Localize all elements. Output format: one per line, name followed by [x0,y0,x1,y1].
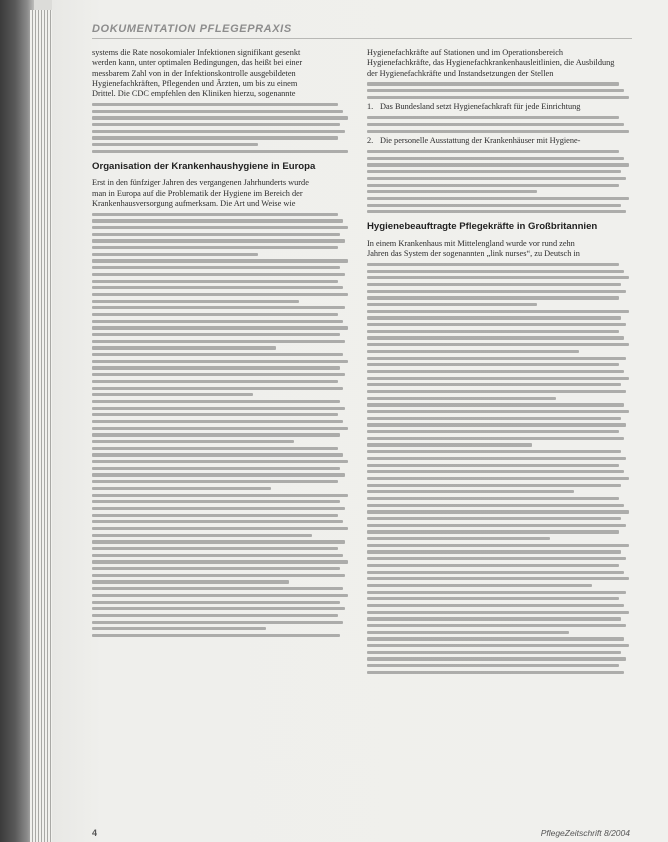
text-placeholder-line [367,116,619,119]
text-placeholder-line [92,480,338,483]
text-placeholder-line [367,197,629,200]
text-placeholder-line [367,343,629,346]
text-placeholder-line [367,357,626,360]
text-placeholder-line [367,604,624,607]
text-placeholder-line [367,303,537,306]
body-filler [92,213,348,638]
text-line: werden kann, unter optimalen Bedingungen, das heißt bei einer [92,58,303,68]
text-placeholder-line [92,587,343,590]
text-placeholder-line [367,390,626,393]
text-placeholder-line [92,300,299,303]
text-placeholder-line [92,286,343,289]
section-heading: Hygienebeauftragte Pflegekräfte in Großbritannien [367,221,598,233]
text-placeholder-line [367,270,624,273]
text-placeholder-line [92,123,340,126]
text-placeholder-line [92,440,294,443]
text-placeholder-line [367,123,624,126]
text-placeholder-line [367,296,619,299]
text-placeholder-line [367,336,624,339]
text-line: systems die Rate nosokomialer Infektionen signifikant gesenkt [92,48,301,57]
text-placeholder-line [92,527,348,530]
text-placeholder-line [92,594,348,597]
text-placeholder-line [92,453,343,456]
text-placeholder-line [92,239,345,242]
text-line: Jahren das System der sogenannten „link nurses“, zu Deutsch in [367,249,580,259]
text-line: Hygienefachkräfte auf Stationen und im Operationsbereich [367,48,564,57]
text-placeholder-line [367,310,629,313]
text-placeholder-line [92,246,338,249]
text-placeholder-line [367,82,619,85]
text-placeholder-line [92,366,340,369]
text-placeholder-line [367,651,621,654]
text-placeholder-line [92,213,338,216]
text-placeholder-line [367,657,626,660]
list-text: Das Bundesland setzt Hygienefachkraft für jede Einrichtung [380,102,581,112]
right-column [367,48,629,818]
intro-filler [92,103,348,153]
text-placeholder-line [367,210,626,213]
text-placeholder-line [367,423,626,426]
section-heading: Organisation der Krankenhaushygiene in Europa [92,160,316,172]
text-placeholder-line [92,259,348,262]
text-placeholder-line [367,591,626,594]
text-placeholder-line [367,597,619,600]
text-placeholder-line [92,420,343,423]
text-placeholder-line [367,457,626,460]
text-placeholder-line [367,611,629,614]
text-placeholder-line [367,530,619,533]
text-placeholder-line [92,333,340,336]
text-placeholder-line [367,350,579,353]
text-placeholder-line [92,574,345,577]
text-placeholder-line [367,89,624,92]
text-placeholder-line [367,397,556,400]
text-placeholder-line [367,290,626,293]
text-placeholder-line [92,534,312,537]
text-placeholder-line [92,266,340,269]
text-placeholder-line [367,517,621,520]
text-placeholder-line [367,524,626,527]
text-placeholder-line [92,393,253,396]
book-binding [0,0,34,842]
text-placeholder-line [367,96,629,99]
text-placeholder-line [367,470,624,473]
text-placeholder-line [92,353,343,356]
text-placeholder-line [367,177,626,180]
text-placeholder-line [367,323,626,326]
text-placeholder-line [367,370,624,373]
text-placeholder-line [92,116,348,119]
text-placeholder-line [92,150,348,153]
text-placeholder-line [367,363,619,366]
text-placeholder-line [367,170,621,173]
list-number: 1. [367,102,374,112]
text-placeholder-line [92,634,340,637]
text-placeholder-line [92,601,340,604]
text-placeholder-line [92,136,338,139]
text-placeholder-line [367,410,629,413]
text-placeholder-line [92,614,338,617]
text-placeholder-line [367,490,574,493]
text-line: man in Europa auf die Problematik der Hygiene im Bereich der [92,188,303,198]
text-placeholder-line [367,504,624,507]
text-placeholder-line [92,447,338,450]
text-placeholder-line [92,360,348,363]
text-placeholder-line [92,473,345,476]
text-placeholder-line [367,564,619,567]
text-placeholder-line [92,293,348,296]
text-placeholder-line [92,500,340,503]
text-placeholder-line [92,306,345,309]
text-placeholder-line [92,520,343,523]
text-placeholder-line [92,621,343,624]
text-placeholder-line [367,477,629,480]
text-line: Erst in den fünfziger Jahren des vergangenen Jahrhunderts wurde [92,178,309,188]
text-placeholder-line [367,283,621,286]
intro-filler [367,82,629,99]
text-placeholder-line [92,280,338,283]
text-placeholder-line [92,507,345,510]
text-placeholder-line [367,550,621,553]
text-placeholder-line [92,427,348,430]
text-placeholder-line [367,617,621,620]
list-filler [367,150,629,213]
page-header: DOKUMENTATION PFLEGEPRAXIS [92,23,292,35]
text-placeholder-line [367,450,621,453]
text-line: Drittel. Die CDC empfehlen den Kliniken hierzu, sogenannte [92,89,296,99]
text-placeholder-line [367,190,537,193]
text-line: messbarem Zahl von in der Infektionskontrolle ausgebildeten [92,68,296,78]
text-placeholder-line [92,273,345,276]
text-placeholder-line [92,130,345,133]
text-placeholder-line [367,537,550,540]
text-placeholder-line [92,253,258,256]
text-placeholder-line [92,494,348,497]
text-placeholder-line [92,607,345,610]
text-placeholder-line [367,577,629,580]
text-placeholder-line [92,110,343,113]
text-placeholder-line [92,567,340,570]
text-placeholder-line [367,383,621,386]
text-placeholder-line [92,219,343,222]
text-line: Hygienefachkräfte, das Hygienefachkrankenhausleitlinien, die Ausbildung [367,58,615,68]
text-placeholder-line [92,627,266,630]
text-placeholder-line [92,580,289,583]
text-placeholder-line [92,467,340,470]
text-placeholder-line [92,233,340,236]
text-placeholder-line [92,320,343,323]
text-placeholder-line [92,547,338,550]
text-placeholder-line [92,540,345,543]
text-placeholder-line [367,150,619,153]
text-placeholder-line [367,544,629,547]
text-placeholder-line [367,571,624,574]
text-placeholder-line [367,184,619,187]
text-placeholder-line [367,671,624,674]
text-placeholder-line [367,403,624,406]
text-placeholder-line [367,130,629,133]
text-placeholder-line [367,263,619,266]
text-placeholder-line [92,560,348,563]
text-placeholder-line [367,510,629,513]
text-line: In einem Krankenhaus mit Mittelengland wurde vor rund zehn [367,238,575,248]
text-placeholder-line [92,373,345,376]
list-text: Die personelle Ausstattung der Krankenhäuser mit Hygiene- [380,136,581,146]
list-filler [367,116,629,133]
list-item [367,136,629,146]
text-placeholder-line [92,387,343,390]
text-placeholder-line [367,443,532,446]
body-filler [367,263,629,674]
text-placeholder-line [367,316,621,319]
list-number: 2. [367,136,374,146]
text-placeholder-line [367,624,626,627]
text-placeholder-line [92,413,338,416]
text-placeholder-line [367,437,624,440]
text-placeholder-line [92,407,345,410]
text-placeholder-line [92,226,348,229]
page-number: 4 [92,828,98,838]
text-placeholder-line [367,417,621,420]
text-placeholder-line [367,484,621,487]
left-column [92,48,348,830]
text-placeholder-line [92,433,340,436]
text-placeholder-line [367,584,592,587]
text-placeholder-line [92,514,338,517]
text-placeholder-line [92,400,340,403]
text-placeholder-line [92,326,348,329]
magazine-footer: PflegeZeitschrift 8/2004 [540,828,630,838]
text-placeholder-line [92,103,338,106]
text-placeholder-line [367,204,621,207]
text-placeholder-line [92,143,258,146]
list-item [367,102,629,112]
text-line: Krankenhausversorgung aufmerksam. Die Art und Weise wie [92,198,296,208]
text-placeholder-line [92,313,338,316]
text-placeholder-line [367,276,629,279]
text-line: Hygienefachkräften, Pflegenden und Ärzten, um bis zu einem [92,78,298,88]
text-placeholder-line [367,631,569,634]
text-placeholder-line [367,330,619,333]
text-placeholder-line [92,340,345,343]
text-placeholder-line [92,460,348,463]
text-placeholder-line [367,497,619,500]
text-placeholder-line [367,557,626,560]
text-placeholder-line [92,554,343,557]
text-placeholder-line [367,637,624,640]
text-line: der Hygienefachkräfte und Instandsetzungen der Stellen [367,68,554,78]
text-placeholder-line [367,377,629,380]
text-placeholder-line [367,644,629,647]
text-placeholder-line [367,157,624,160]
text-placeholder-line [92,487,271,490]
text-placeholder-line [92,346,276,349]
text-placeholder-line [367,664,619,667]
text-placeholder-line [367,163,629,166]
text-placeholder-line [367,430,619,433]
header-rule [92,38,632,39]
text-placeholder-line [92,380,338,383]
text-placeholder-line [367,464,619,467]
